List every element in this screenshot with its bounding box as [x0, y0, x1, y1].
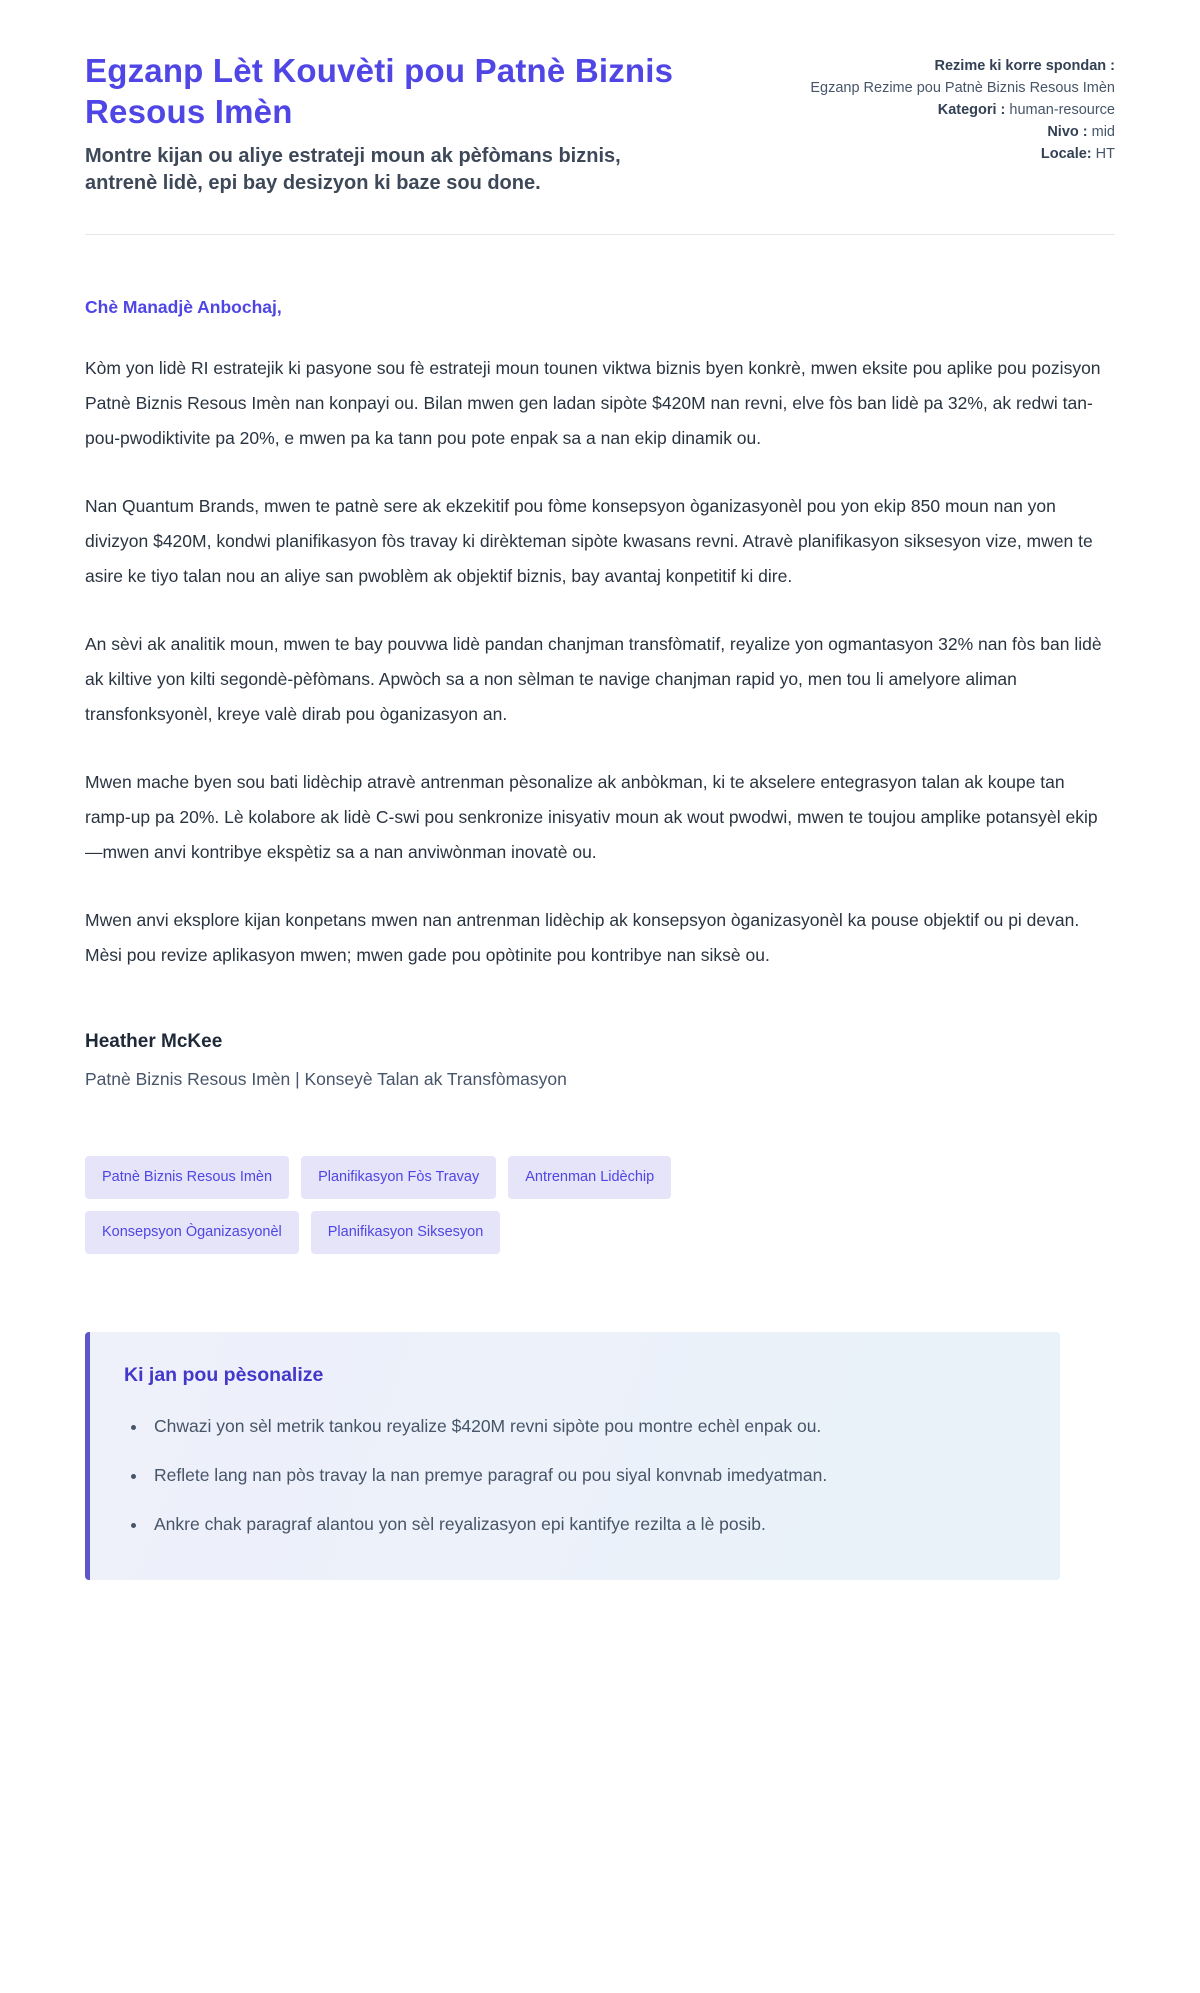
letter-paragraph: Nan Quantum Brands, mwen te patnè sere ak ekzekitif pou fòme konsepsyon òganizasyonèl pou yon ekip 850 moun nan yon divizyon $420M, kondwi planifikasyon fòs travay ki dirèkteman sipòte kwasans revni. Atravè planifikasyon siksesyon vize, mwen te asire ke tiyo talan nou an aliye san pwoblèm ak objektif biznis, bay avantaj konpetitif ki dire. [85, 495, 1093, 586]
letter-paragraph: Kòm yon lidè RI estratejik ki pasyone sou fè estrateji moun tounen viktwa biznis byen konkrè, mwen eksite pou aplike pou pozisyon Patnè Biznis Resous Imèn nan konpayi ou. Bilan mwen gen ladan sipòte $420M nan revni, elve fòs ban lidè pa 32%, ak redwi tan-pou-pwodiktivite pa 20%, e mwen pa ka tann pou pote enpak sa a nan ekip dinamik ou. [85, 357, 1101, 448]
meta-block [805, 56, 1115, 166]
tag-leadership-coaching[interactable]: Antrenman Lidèchip [508, 1156, 671, 1199]
page-container [85, 0, 1115, 1580]
meta-related-label-text: Rezime ki korre spondan : [934, 58, 1115, 74]
page-title: Egzanp Lèt Kouvèti pou Patnè Biznis Resous Imèn [85, 52, 674, 131]
cover-letter-body [85, 297, 1115, 973]
page-subtitle: Montre kijan ou aliye estrateji moun ak pèfòmans biznis, antrenè lidè, epi bay desizyon ki baze sou done. [85, 144, 621, 195]
header-title-block [85, 50, 675, 198]
tag-succession-planning[interactable]: Planifikasyon Siksesyon [311, 1211, 501, 1254]
letter-paragraph: An sèvi ak analitik moun, mwen te bay pouvwa lidè pandan chanjman transfòmatif, reyalize yon ogmantasyon 32% nan fòs ban lidè ak kiltive yon kilti segondè-pèfòmans. Apwòch sa a non sèlman te navige chanjman rapid yo, men tou li amelyore aliman transfonksyonèl, kreye valè dirab pou òganizasyon an. [85, 633, 1102, 724]
tip-item: • Ankre chak paragraf alantou yon sèl reyalizasyon epi kantifye rezilta a lè posib. [148, 1507, 1026, 1542]
tag-hr-business-partner[interactable]: Patnè Biznis Resous Imèn [85, 1156, 289, 1199]
tag-organizational-design[interactable]: Konsepsyon Òganizasyonèl [85, 1211, 299, 1254]
letter-greeting: Chè Manadjè Anbochaj, [85, 296, 282, 317]
meta-locale-value: HT [1095, 146, 1115, 163]
meta-locale-label: Locale: [1040, 146, 1092, 163]
tip-item: • Reflete lang nan pòs travay la nan premye paragraf ou pou siyal konvnab imedyatman. [148, 1458, 1026, 1493]
meta-related-label [805, 56, 1115, 77]
signature-block [85, 1031, 1115, 1090]
header-divider [85, 234, 1115, 235]
meta-category-value: human-resource [1009, 102, 1115, 119]
signature-name: Heather McKee [85, 1030, 223, 1052]
meta-category-label: Kategori : [937, 102, 1006, 119]
meta-level [805, 122, 1115, 143]
tag-workforce-planning[interactable]: Planifikasyon Fòs Travay [301, 1156, 496, 1199]
signature-role: Patnè Biznis Resous Imèn | Konseyè Talan ak Transfòmasyon [85, 1068, 567, 1089]
meta-category [805, 100, 1115, 121]
personalize-tips-card [85, 1332, 1060, 1580]
tips-card-title: Ki jan pou pèsonalize [124, 1364, 324, 1387]
page-header [85, 50, 1115, 198]
meta-level-value: mid [1091, 124, 1115, 141]
meta-related-value: Egzanp Rezime pou Patnè Biznis Resous Imèn [810, 80, 1115, 97]
tips-list [124, 1409, 1026, 1542]
meta-locale [805, 144, 1115, 165]
letter-paragraph: Mwen anvi eksplore kijan konpetans mwen nan antrenman lidèchip ak konsepsyon òganizasyonèl ka pouse objektif ou pi devan. Mèsi pou revize aplikasyon mwen; mwen gade pou opòtinite pou kontribye nan siksè ou. [85, 909, 1080, 965]
tag-list [85, 1156, 785, 1255]
tip-item: • Chwazi yon sèl metrik tankou reyalize $420M revni sipòte pou montre echèl enpak ou. [148, 1409, 1026, 1444]
letter-paragraph: Mwen mache byen sou bati lidèchip atravè antrenman pèsonalize ak anbòkman, ki te akselere entegrasyon talan ak koupe tan ramp-up pa 20%. Lè kolabore ak lidè C-swi pou senkronize inisyativ moun ak wout pwodwi, mwen te toujou amplike potansyèl ekip—mwen anvi kontribye ekspètiz sa a nan anviwònman inovatè ou. [85, 771, 1098, 862]
meta-level-label: Nivo : [1047, 124, 1088, 141]
